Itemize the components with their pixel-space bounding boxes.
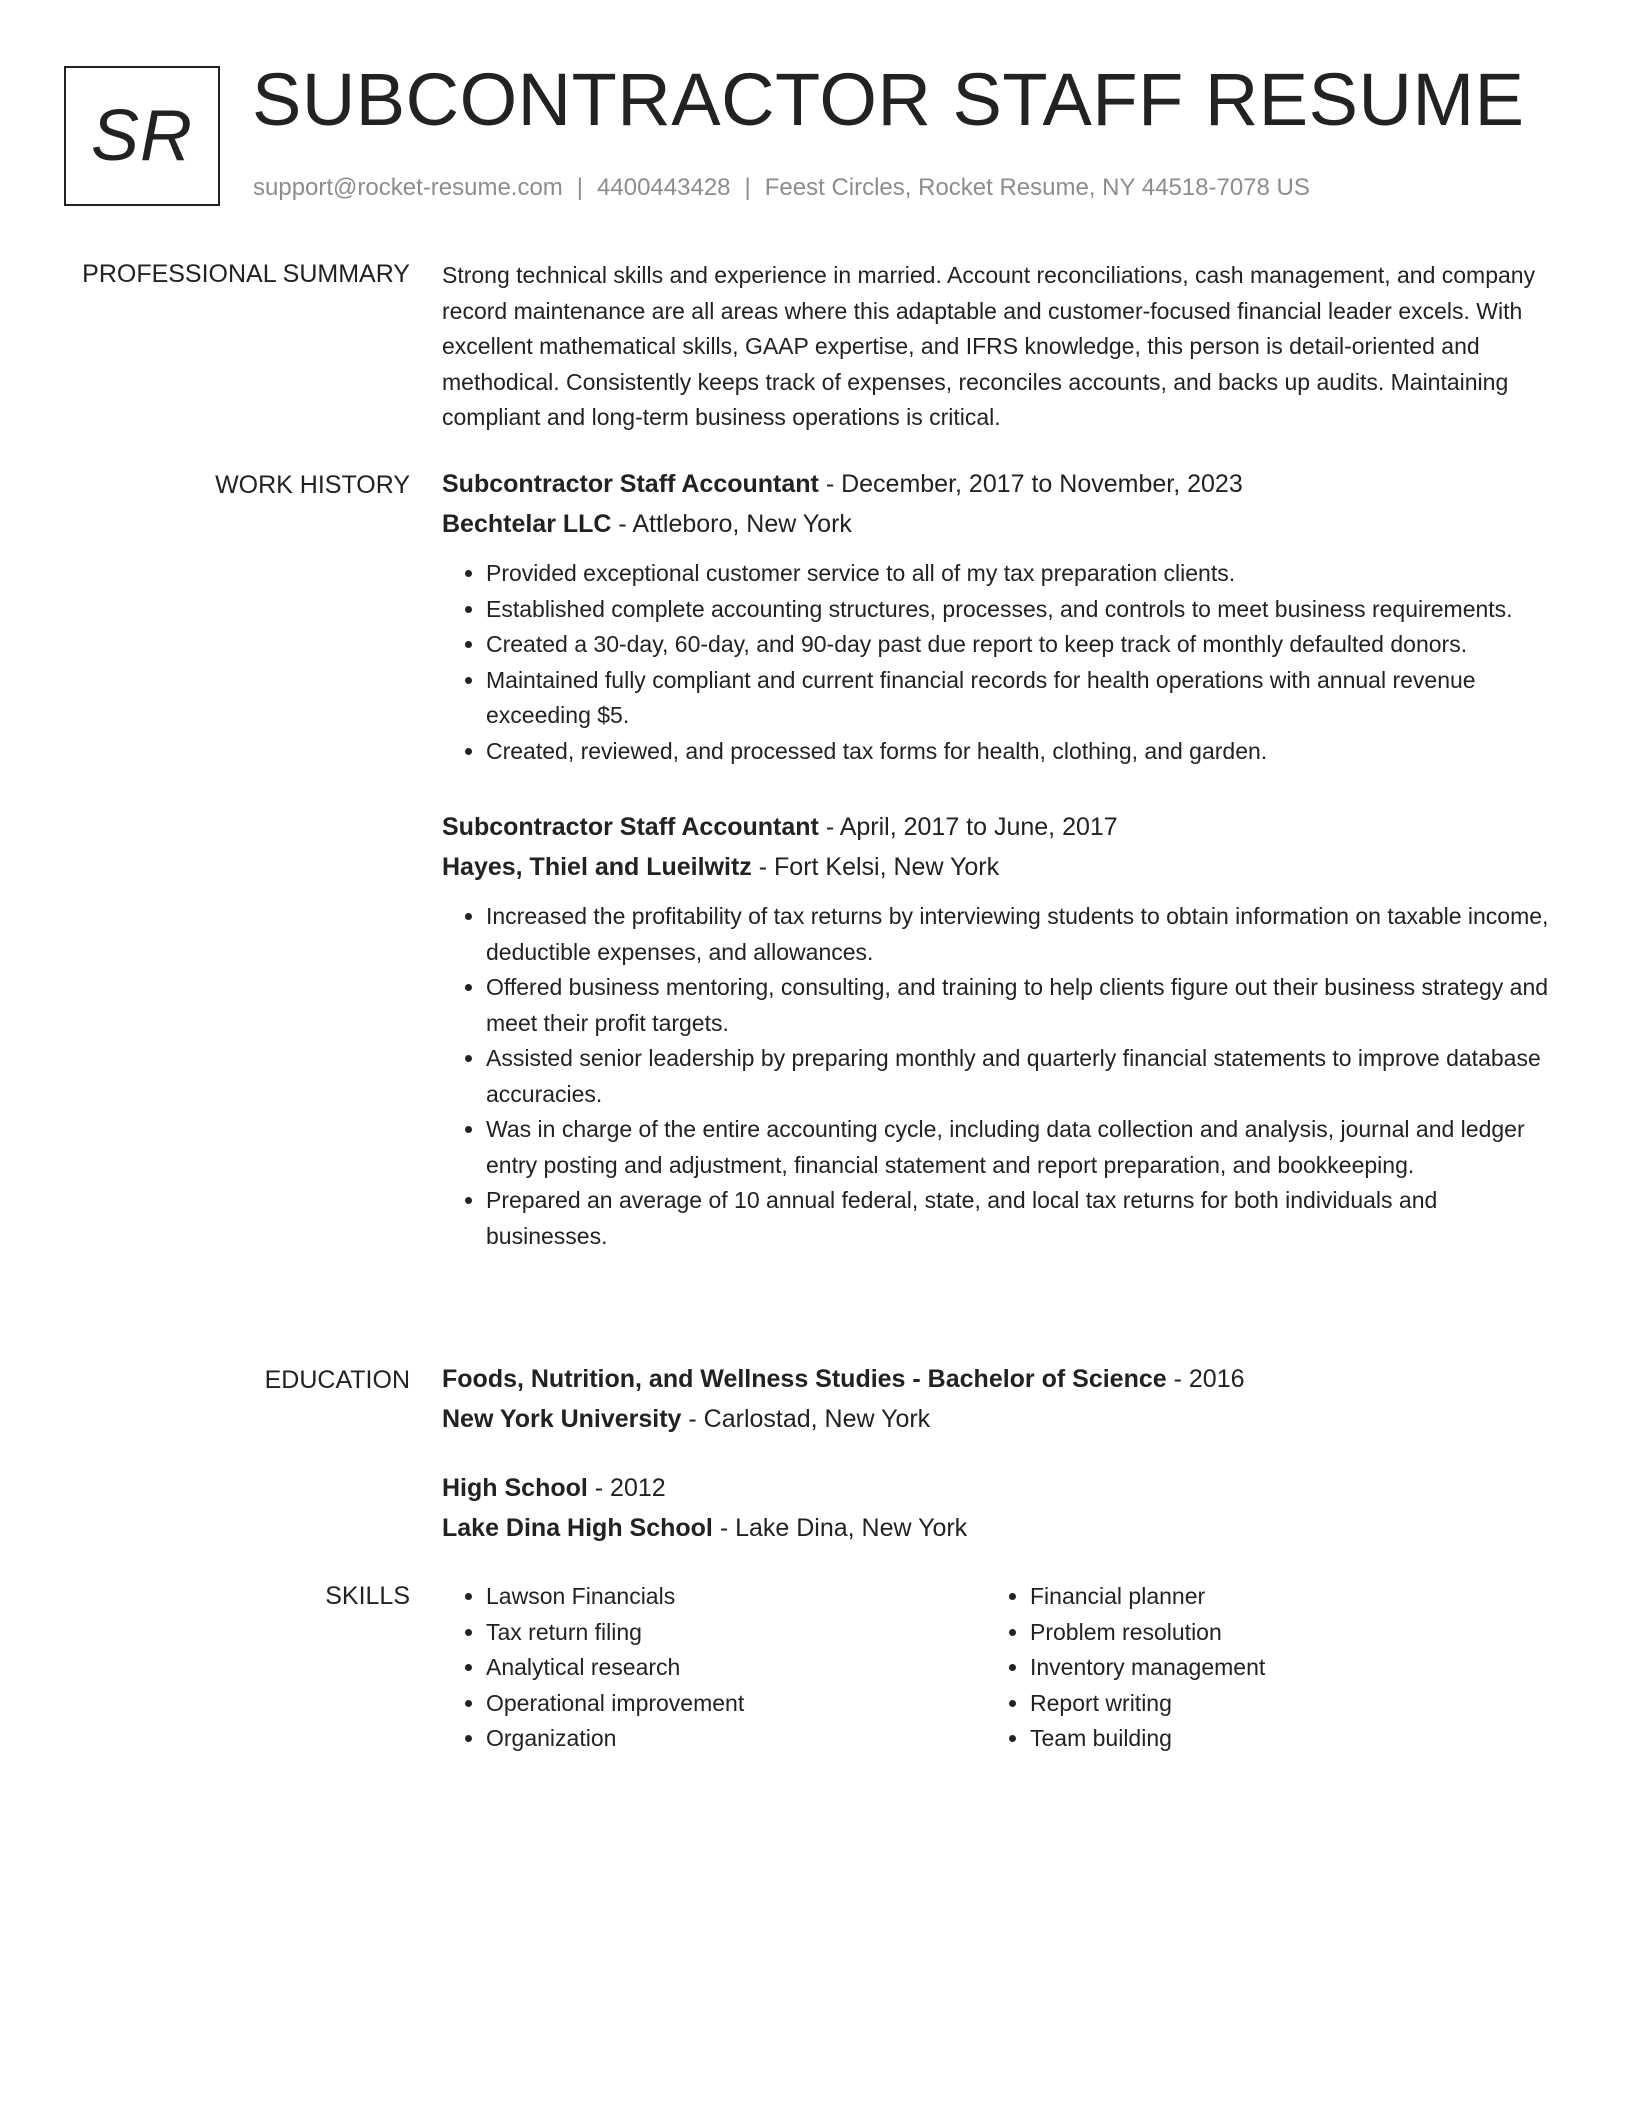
job-company: Bechtelar LLC	[442, 510, 612, 538]
skills-body	[442, 1579, 1552, 1757]
contact-email: support@rocket-resume.com	[253, 174, 563, 201]
degree-line	[442, 1359, 1552, 1399]
job-dates: - December, 2017 to November, 2023	[818, 470, 1243, 498]
job-title-line	[442, 464, 1552, 504]
school-location: - Carlostad, New York	[681, 1405, 931, 1433]
entry-spacer	[442, 769, 1552, 807]
skill-item: • Lawson Financials	[486, 1579, 986, 1615]
job-entry	[442, 807, 1552, 1254]
skills-list-right	[986, 1579, 1530, 1757]
job-dates: - April, 2017 to June, 2017	[818, 813, 1118, 841]
school-line	[442, 1399, 1552, 1439]
job-title: Subcontractor Staff Accountant	[442, 470, 819, 498]
school-line	[442, 1508, 1552, 1548]
skill-item: • Financial planner	[1030, 1579, 1530, 1615]
job-bullet: • Maintained fully compliant and current financial records for health operations with annual revenue exceeding $5.	[486, 663, 1552, 734]
degree: High School	[442, 1474, 588, 1502]
skill-item: • Report writing	[1030, 1686, 1530, 1722]
education-entry	[442, 1359, 1552, 1439]
section-label-skills: SKILLS	[325, 1582, 410, 1610]
section-label-summary: PROFESSIONAL SUMMARY	[82, 260, 410, 288]
job-title-line	[442, 807, 1552, 847]
job-bullet: • Increased the profitability of tax returns by interviewing students to obtain information on taxable income, deductible expenses, and allowances.	[486, 899, 1552, 970]
job-bullet: • Assisted senior leadership by preparing monthly and quarterly financial statements to improve database accuracies.	[486, 1041, 1552, 1112]
school: New York University	[442, 1405, 682, 1433]
contact-line	[253, 174, 1310, 202]
resume-title: SUBCONTRACTOR STAFF RESUME	[252, 58, 1525, 141]
job-location: - Attleboro, New York	[611, 510, 852, 538]
skill-item: • Analytical research	[486, 1650, 986, 1686]
school: Lake Dina High School	[442, 1514, 713, 1542]
monogram-badge: SR	[64, 66, 220, 206]
degree-year: - 2016	[1166, 1365, 1245, 1393]
degree: Foods, Nutrition, and Wellness Studies - Bachelor of Science	[442, 1365, 1167, 1393]
contact-separator: |	[744, 174, 751, 201]
skill-item: • Problem resolution	[1030, 1615, 1530, 1651]
job-bullet: • Prepared an average of 10 annual federal, state, and local tax returns for both individuals and businesses.	[486, 1183, 1552, 1254]
job-company-line	[442, 504, 1552, 544]
work-history-body	[442, 464, 1552, 1254]
skill-item: • Inventory management	[1030, 1650, 1530, 1686]
education-entry	[442, 1468, 1552, 1548]
job-bullets	[442, 556, 1552, 769]
job-bullet: • Offered business mentoring, consulting, and training to help clients figure out their business strategy and meet their profit targets.	[486, 970, 1552, 1041]
degree-line	[442, 1468, 1552, 1508]
school-location: - Lake Dina, New York	[712, 1514, 968, 1542]
job-bullet: • Was in charge of the entire accounting cycle, including data collection and analysis, journal and ledger entry posting and adjustment, financial statement and report preparation, and bookkeeping.	[486, 1112, 1552, 1183]
job-bullets	[442, 899, 1552, 1254]
job-bullet: • Established complete accounting structures, processes, and controls to meet business requirements.	[486, 592, 1552, 628]
job-bullet: • Created, reviewed, and processed tax forms for health, clothing, and garden.	[486, 734, 1552, 770]
education-body	[442, 1359, 1552, 1548]
skill-item: • Tax return filing	[486, 1615, 986, 1651]
contact-separator: |	[576, 174, 584, 201]
skill-item: • Organization	[486, 1721, 986, 1757]
contact-phone: 4400443428	[597, 174, 731, 201]
section-label-work-history: WORK HISTORY	[215, 471, 410, 499]
section-label-education: EDUCATION	[264, 1366, 410, 1394]
entry-spacer	[442, 1439, 1552, 1468]
job-title: Subcontractor Staff Accountant	[442, 813, 819, 841]
skill-item: • Operational improvement	[486, 1686, 986, 1722]
job-bullet: • Provided exceptional customer service to all of my tax preparation clients.	[486, 556, 1552, 592]
job-bullet: • Created a 30-day, 60-day, and 90-day past due report to keep track of monthly defaulted donors.	[486, 627, 1552, 663]
summary-text: Strong technical skills and experience in married. Account reconciliations, cash management, and company record maintenance are all areas where this adaptable and customer-focused financial leader excels. With excellent mathematical skills, GAAP expertise, and IFRS knowledge, this person is detail-oriented and methodical. Consistently keeps track of expenses, reconciles accounts, and backs up audits. Maintaining compliant and long-term business operations is critical.	[442, 262, 1536, 430]
skills-columns	[442, 1579, 1552, 1757]
summary-body	[442, 258, 1552, 436]
job-company-line	[442, 847, 1552, 887]
contact-address: Feest Circles, Rocket Resume, NY 44518-7078 US	[764, 174, 1310, 201]
degree-year: - 2012	[587, 1474, 666, 1502]
job-location: - Fort Kelsi, New York	[751, 853, 1000, 881]
skill-item: • Team building	[1030, 1721, 1530, 1757]
skills-list-left	[442, 1579, 986, 1757]
job-company: Hayes, Thiel and Lueilwitz	[442, 853, 752, 881]
job-entry	[442, 464, 1552, 769]
